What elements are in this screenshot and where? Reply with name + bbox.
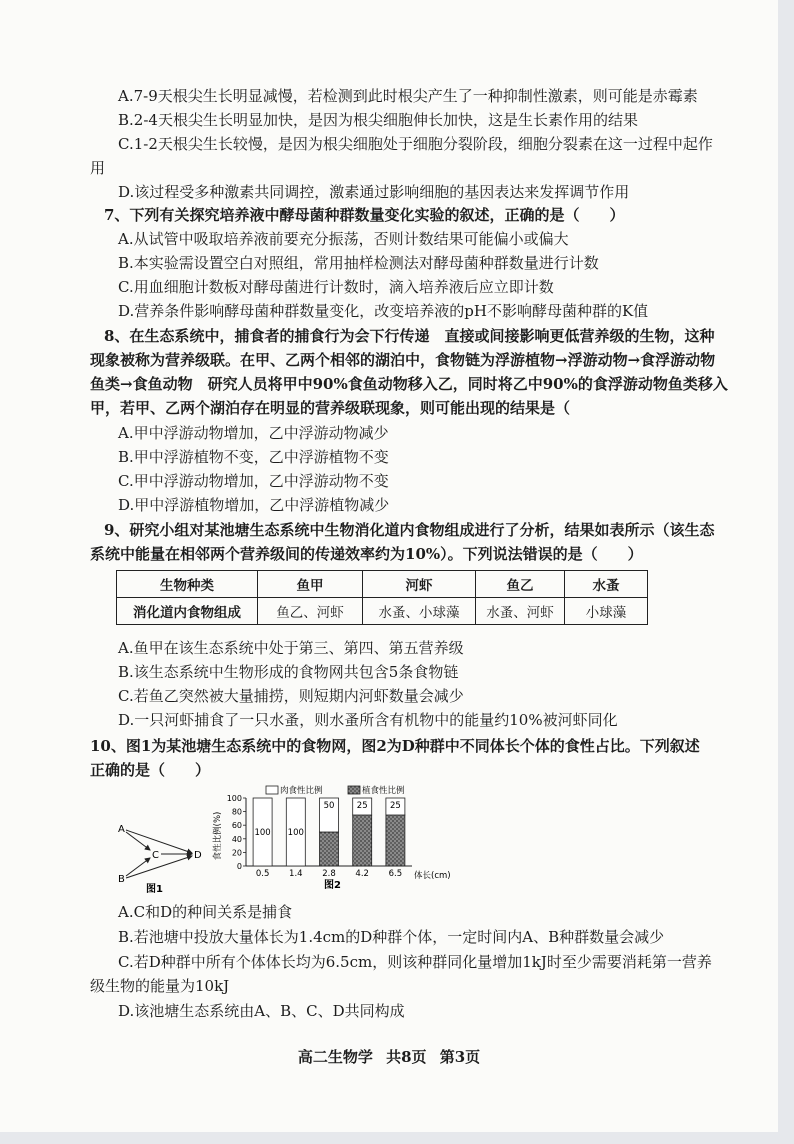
q7-option-c: C.用血细胞计数板对酵母菌进行计数时，滴入培养液后应立即计数	[118, 278, 554, 296]
q8-option-a: A.甲中浮游动物增加，乙中浮游动物减少	[118, 424, 389, 442]
q8-stem-line3: 鱼类→食鱼动物 研究人员将甲中90%食鱼动物移入乙，同时将乙中90%的食浮游动物鱼类移入	[90, 375, 728, 393]
x-tick-label: 4.2	[355, 869, 369, 879]
y-tick-label: 20	[231, 848, 242, 858]
q8-stem-line2: 现象被称为营养级联。在甲、乙两个相邻的湖泊中，食物链为浮游植物→浮游动物→食浮游动物	[90, 351, 716, 369]
table-header-cell: 生物种类	[117, 571, 258, 598]
table-header-row	[117, 571, 648, 598]
q9-option-b: B.该生态系统中生物形成的食物网共包含5条食物链	[118, 663, 459, 681]
x-tick-label: 2.8	[322, 869, 336, 879]
q10-stem-line2: 正确的是（ ）	[90, 761, 211, 779]
bar-data-label: 50	[323, 801, 335, 811]
y-tick-label: 0	[236, 862, 242, 871]
footer-subject: 高二生物学	[297, 1048, 373, 1066]
x-tick-label: 1.4	[289, 869, 303, 879]
y-tick-label: 60	[231, 821, 242, 831]
table-header-cell: 河虾	[363, 571, 476, 598]
q10-option-a: A.C和D的种间关系是捕食	[118, 903, 293, 921]
node-b: B	[118, 874, 125, 885]
legend-label-meat: 肉食性比例	[280, 786, 323, 796]
q9-option-d: D.一只河虾捕食了一只水蚤，则水蚤所含有机物中的能量约10%被河虾同化	[118, 711, 618, 729]
bar-plant-segment	[353, 815, 372, 866]
footer-total-pages: 共8页	[386, 1048, 427, 1066]
table-row	[117, 598, 648, 625]
q7-option-d: D.营养条件影响酵母菌种群数量变化，改变培养液的pH不影响酵母菌种群的K值	[118, 302, 649, 320]
legend-swatch-plant	[348, 786, 360, 794]
y-tick-label: 40	[231, 834, 242, 844]
q9-option-a: A.鱼甲在该生态系统中处于第三、第四、第五营养级	[118, 639, 464, 657]
q8-option-b: B.甲中浮游植物不变，乙中浮游植物不变	[118, 448, 389, 466]
q7-option-b: B.本实验需设置空白对照组，常用抽样检测法对酵母菌种群数量进行计数	[118, 254, 599, 272]
arrow-b-c	[126, 858, 150, 876]
q6-option-a: A.7-9天根尖生长明显减慢，若检测到此时根尖产生了一种抑制性激素，则可能是赤霉素	[118, 87, 698, 105]
q10-option-c: C.若D种群中所有个体体长均为6.5cm，则该种群同化量增加1kJ时至少需要消耗第一营养	[118, 953, 712, 971]
bar-data-label: 25	[389, 801, 401, 811]
q10-figure	[112, 780, 452, 900]
bar-data-label: 25	[356, 801, 368, 811]
y-tick-label: 80	[231, 807, 242, 817]
x-tick-label: 0.5	[255, 869, 270, 879]
food-web-diagram	[118, 824, 202, 895]
q9-stem-line2: 系统中能量在相邻两个营养级间的传递效率约为10%）。下列说法错误的是（ ）	[90, 545, 643, 563]
bar-plant-segment	[320, 832, 339, 866]
legend-label-plant: 植食性比例	[362, 786, 405, 796]
q6-option-b: B.2-4天根尖生长明显加快，是因为根尖细胞伸长加快，这是生长素作用的结果	[118, 111, 638, 129]
table-cell: 鱼乙、河虾	[258, 598, 363, 625]
q8-stem-line1: 8、在生态系统中，捕食者的捕食行为会下行传递 直接或间接影响更低营养级的生物，这种	[104, 327, 715, 345]
x-axis-label: 体长(cm)	[414, 871, 451, 881]
q10-option-d: D.该池塘生态系统由A、B、C、D共同构成	[118, 1002, 405, 1020]
fig1-label: 图1	[146, 884, 163, 895]
fig2-label: 图2	[324, 880, 341, 891]
q8-stem-line4: 甲，若甲、乙两个湖泊存在明显的营养级联现象，则可能出现的结果是（	[90, 399, 571, 417]
diet-chart	[212, 785, 451, 891]
legend-swatch-meat	[266, 786, 278, 794]
table-cell: 小球藻	[565, 598, 648, 625]
y-tick-label: 100	[226, 794, 242, 803]
bar-data-label: 100	[287, 828, 304, 838]
bar-plant-segment	[386, 815, 405, 866]
q10-option-b: B.若池塘中投放大量体长为1.4cm的D种群个体，一定时间内A、B种群数量会减少	[118, 928, 665, 946]
arrow-b-d	[126, 856, 192, 878]
page-footer	[0, 1046, 778, 1067]
table-cell: 水蚤、小球藻	[363, 598, 476, 625]
table-cell: 水蚤、河虾	[476, 598, 565, 625]
q6-option-c-cont: 用	[90, 159, 106, 177]
food-composition-table	[116, 570, 648, 625]
q8-option-d: D.甲中浮游植物增加，乙中浮游植物减少	[118, 496, 390, 514]
q7-stem: 7、下列有关探究培养液中酵母菌种群数量变化实验的叙述，正确的是（ ）	[104, 206, 625, 224]
node-d: D	[194, 850, 202, 861]
q6-option-d: D.该过程受多种激素共同调控，激素通过影响细胞的基因表达来发挥调节作用	[118, 183, 630, 201]
arrow-a-d	[126, 830, 192, 853]
x-tick-label: 6.5	[388, 869, 403, 879]
q10-stem-line1: 10、图1为某池塘生态系统中的食物网，图2为D种群中不同体长个体的食性占比。下列叙述	[90, 737, 700, 755]
table-cell: 消化道内食物组成	[117, 598, 258, 625]
table-header-cell: 水蚤	[565, 571, 648, 598]
footer-page-number: 第3页	[439, 1048, 481, 1066]
q10-option-c-cont: 级生物的能量为10kJ	[90, 977, 230, 995]
q6-option-c: C.1-2天根尖生长较慢，是因为根尖细胞处于细胞分裂阶段，细胞分裂素在这一过程中起作	[118, 135, 713, 153]
y-axis-label: 食性比例(%)	[213, 811, 223, 861]
q7-option-a: A.从试管中吸取培养液前要充分振荡，否则计数结果可能偏小或偏大	[118, 230, 569, 248]
q9-stem-line1: 9、研究小组对某池塘生态系统中生物消化道内食物组成进行了分析，结果如表所示（该生态	[104, 521, 715, 539]
table-header-cell: 鱼乙	[476, 571, 565, 598]
node-c: C	[152, 850, 159, 861]
q9-option-c: C.若鱼乙突然被大量捕捞，则短期内河虾数量会减少	[118, 687, 464, 705]
bars	[253, 798, 405, 879]
table-header-cell: 鱼甲	[258, 571, 363, 598]
node-a: A	[118, 824, 125, 835]
y-ticks	[227, 794, 246, 871]
q8-option-c: C.甲中浮游动物增加，乙中浮游动物不变	[118, 472, 389, 490]
bar-data-label: 100	[254, 828, 271, 838]
